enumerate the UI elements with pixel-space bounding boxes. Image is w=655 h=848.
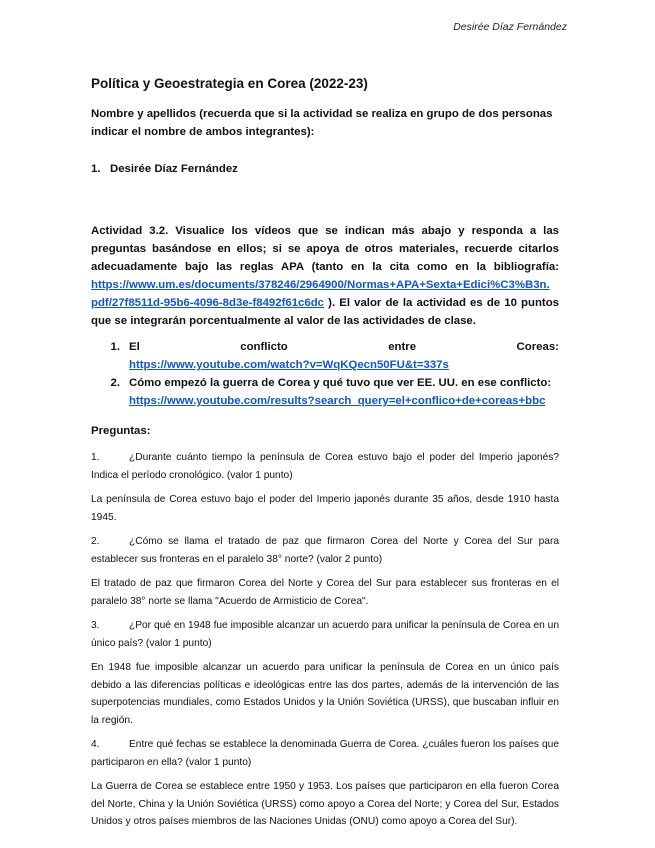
- answer-text: En 1948 fue imposible alcanzar un acuerdo para unificar la península de Corea en un único país debido a las diferencias políticas e ideológicas entre las dos partes, además de la intervención de las superpotencias mundiales, como Estados Unidos y la Unión Soviética (URSS), que buscaban influir en la región.: [91, 662, 559, 726]
- header-author: Desirée Díaz Fernández: [453, 21, 567, 33]
- video-number: 2.: [110, 377, 120, 389]
- question-text: 1. ¿Durante cuánto tiempo la península de Corea estuvo bajo el poder del Imperio japonés? Indica el período cronológico. (valor 1 punto): [91, 452, 559, 481]
- video-item: [91, 338, 559, 374]
- answer-text: La península de Corea estuvo bajo el poder del Imperio japonés durante 35 años, desde 1910 hasta 1945.: [91, 494, 559, 523]
- activity-value-text: ). El valor de la actividad es de 10 puntos que se integrarán porcentualmente al valor de las actividades de clase.: [91, 297, 559, 327]
- question-text: 3. ¿Por qué en 1948 fue imposible alcanzar un acuerdo para unificar la península de Corea en un único país? (valor 1 punto): [91, 620, 559, 649]
- video-link[interactable]: https://www.youtube.com/watch?v=WqKQecn50FU&t=337s: [129, 359, 449, 371]
- answer-text: La Guerra de Corea se establece entre 1950 y 1953. Los países que participaron en ella fueron Corea del Norte, China y la Unión Soviética (URSS) como apoyo a Corea del Norte; y Corea del Sur, Estados Unidos y otros países miembros de las Naciones Unidas (ONU) como apoyo a Corea del Sur).: [91, 781, 559, 827]
- video-list: [91, 338, 559, 410]
- answer-text: El tratado de paz que firmaron Corea del Norte y Corea del Sur para establecer sus fronteras en el paralelo 38° norte se llama "Acuerdo de Armisticio de Corea".: [91, 578, 559, 607]
- questions-heading: Preguntas:: [91, 425, 151, 437]
- video-title: Cómo empezó la guerra de Corea y qué tuvo que ver EE. UU. en ese conflicto:: [129, 377, 552, 389]
- video-number: 1.: [110, 341, 120, 353]
- video-link[interactable]: https://www.youtube.com/results?search_query=el+conflico+de+coreas+bbc: [129, 395, 546, 407]
- name-prompt: Nombre y apellidos (recuerda que si la actividad se realiza en grupo de dos personas indicar el nombre de ambos integrantes):: [91, 108, 553, 138]
- name-entry: [91, 160, 559, 178]
- name-number: 1.: [91, 163, 101, 175]
- question-text: 4. Entre qué fechas se establece la denominada Guerra de Corea. ¿cuáles fueron los países que participaron en ella? (valor 1 punto): [91, 739, 559, 768]
- activity-label: Actividad 3.2.: [91, 225, 169, 237]
- name-value: Desirée Díaz Fernández: [110, 163, 238, 175]
- question-text: 2. ¿Cómo se llama el tratado de paz que firmaron Corea del Norte y Corea del Sur para establecer sus fronteras en el paralelo 38° norte? (valor 2 punto): [91, 536, 559, 565]
- apa-link-continued[interactable]: pdf/27f8511d-95b6-4096-8d3e-f8492f61c6dc: [91, 297, 325, 309]
- video-title: El conflicto entre Coreas:: [129, 341, 559, 353]
- activity-paragraph: [91, 222, 559, 330]
- apa-link[interactable]: https://www.um.es/documents/378246/2964900/Normas+APA+Sexta+Edici%C3%B3n.: [91, 279, 550, 291]
- document-title: Política y Geoestrategia en Corea (2022-23): [91, 76, 368, 91]
- document-body: [91, 76, 559, 831]
- video-item: [91, 374, 559, 410]
- activity-instructions: Visualice los vídeos que se indican más abajo y responda a las preguntas basándose en ellos; si se apoya de otros materiales, recuerde citarlos adecuadamente bajo las reglas APA (tanto en la cita como en la bibliografía:: [91, 225, 560, 273]
